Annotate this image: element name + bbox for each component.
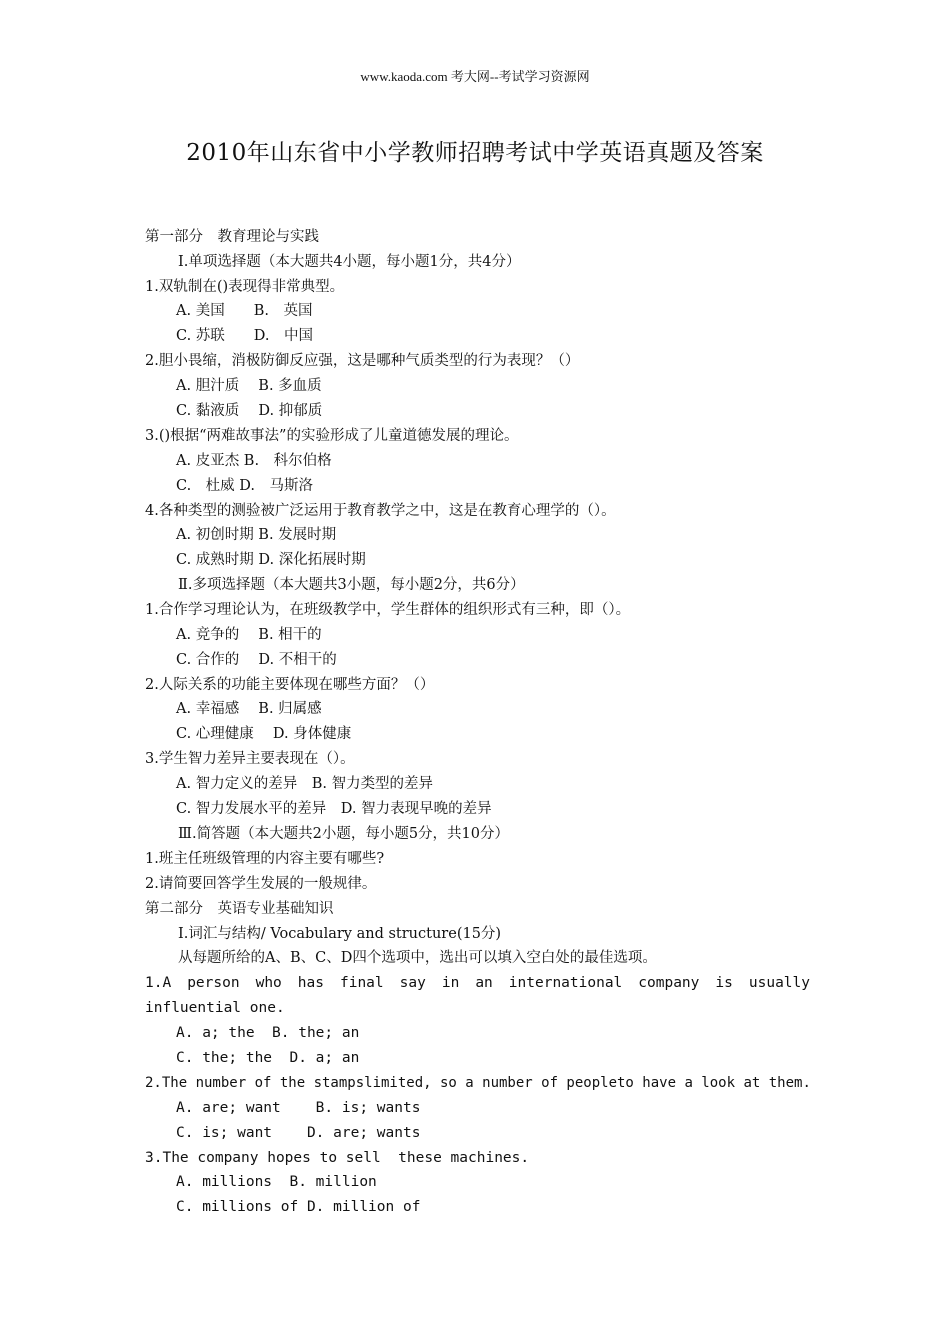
question: 1.班主任班级管理的内容主要有哪些? bbox=[145, 851, 385, 867]
instructions: 从每题所给的A、B、C、D四个选项中，选出可以填入空白处的最佳选项。 bbox=[178, 950, 657, 966]
part-two-heading: 第二部分 英语专业基础知识 bbox=[145, 901, 334, 917]
section-heading: Ⅰ.单项选择题（本大题共4小题，每小题1分，共4分） bbox=[178, 254, 521, 270]
options: A. 竞争的 B. 相干的 bbox=[176, 627, 322, 643]
question: 2.人际关系的功能主要体现在哪些方面？（） bbox=[145, 677, 435, 693]
options: A. 智力定义的差异 B. 智力类型的差异 bbox=[176, 776, 434, 792]
document-title: 2010年山东省中小学教师招聘考试中学英语真题及答案 bbox=[186, 140, 764, 166]
options: C. the; the D. a; an bbox=[176, 1050, 360, 1066]
question: 1.双轨制在()表现得非常典型。 bbox=[145, 279, 345, 295]
section-heading: Ⅲ.简答题（本大题共2小题，每小题5分，共10分） bbox=[178, 826, 509, 842]
options: A. millions B. million bbox=[176, 1174, 377, 1190]
options: A. are; want B. is; wants bbox=[176, 1100, 421, 1116]
section-heading: Ⅱ.多项选择题（本大题共3小题，每小题2分，共6分） bbox=[178, 577, 525, 593]
options: C. 杜威 D. 马斯洛 bbox=[176, 478, 314, 494]
question: 4.各种类型的测验被广泛运用于教育教学之中，这是在教育心理学的（）。 bbox=[145, 503, 616, 519]
options: A. 幸福感 B. 归属感 bbox=[176, 701, 322, 717]
options: C. 合作的 D. 不相干的 bbox=[176, 652, 337, 668]
options: A. a; the B. the; an bbox=[176, 1025, 360, 1041]
question: 1.A person who has final say in an international company is usually bbox=[145, 975, 810, 991]
options: A. 皮亚杰 B. 科尔伯格 bbox=[176, 453, 332, 469]
options: C. 成熟时期 D. 深化拓展时期 bbox=[176, 552, 366, 568]
question: 3.The company hopes to sell these machines. bbox=[145, 1150, 530, 1166]
options: C. 黏液质 D. 抑郁质 bbox=[176, 403, 323, 419]
question: 3.()根据“两难故事法”的实验形成了儿童道德发展的理论。 bbox=[145, 428, 519, 444]
options: C. 苏联 D. 中国 bbox=[176, 328, 314, 344]
options: C. millions of D. million of bbox=[176, 1199, 421, 1215]
options: A. 胆汁质 B. 多血质 bbox=[176, 378, 322, 394]
question: 2.请简要回答学生发展的一般规律。 bbox=[145, 876, 377, 892]
options: C. 智力发展水平的差异 D. 智力表现早晚的差异 bbox=[176, 801, 492, 817]
options: C. 心理健康 D. 身体健康 bbox=[176, 726, 352, 742]
page-header: www.kaoda.com 考大网--考试学习资源网 bbox=[360, 69, 590, 84]
options: A. 初创时期 B. 发展时期 bbox=[176, 527, 337, 543]
question: 3.学生智力差异主要表现在（）。 bbox=[145, 751, 355, 767]
options: A. 美国 B. 英国 bbox=[176, 303, 313, 319]
part-one-heading: 第一部分 教育理论与实践 bbox=[145, 229, 319, 245]
options: C. is; want D. are; wants bbox=[176, 1125, 421, 1141]
question: 1.合作学习理论认为，在班级教学中，学生群体的组织形式有三种，即（）。 bbox=[145, 602, 631, 618]
section-heading: Ⅰ.词汇与结构/ Vocabulary and structure(15分) bbox=[178, 926, 502, 942]
question: 2.胆小畏缩，消极防御反应强，这是哪种气质类型的行为表现？（） bbox=[145, 353, 580, 369]
question: 2.The number of the stampslimited, so a number of peopleto have a look at them. bbox=[145, 1075, 811, 1091]
question-continued: influential one. bbox=[145, 1000, 285, 1016]
